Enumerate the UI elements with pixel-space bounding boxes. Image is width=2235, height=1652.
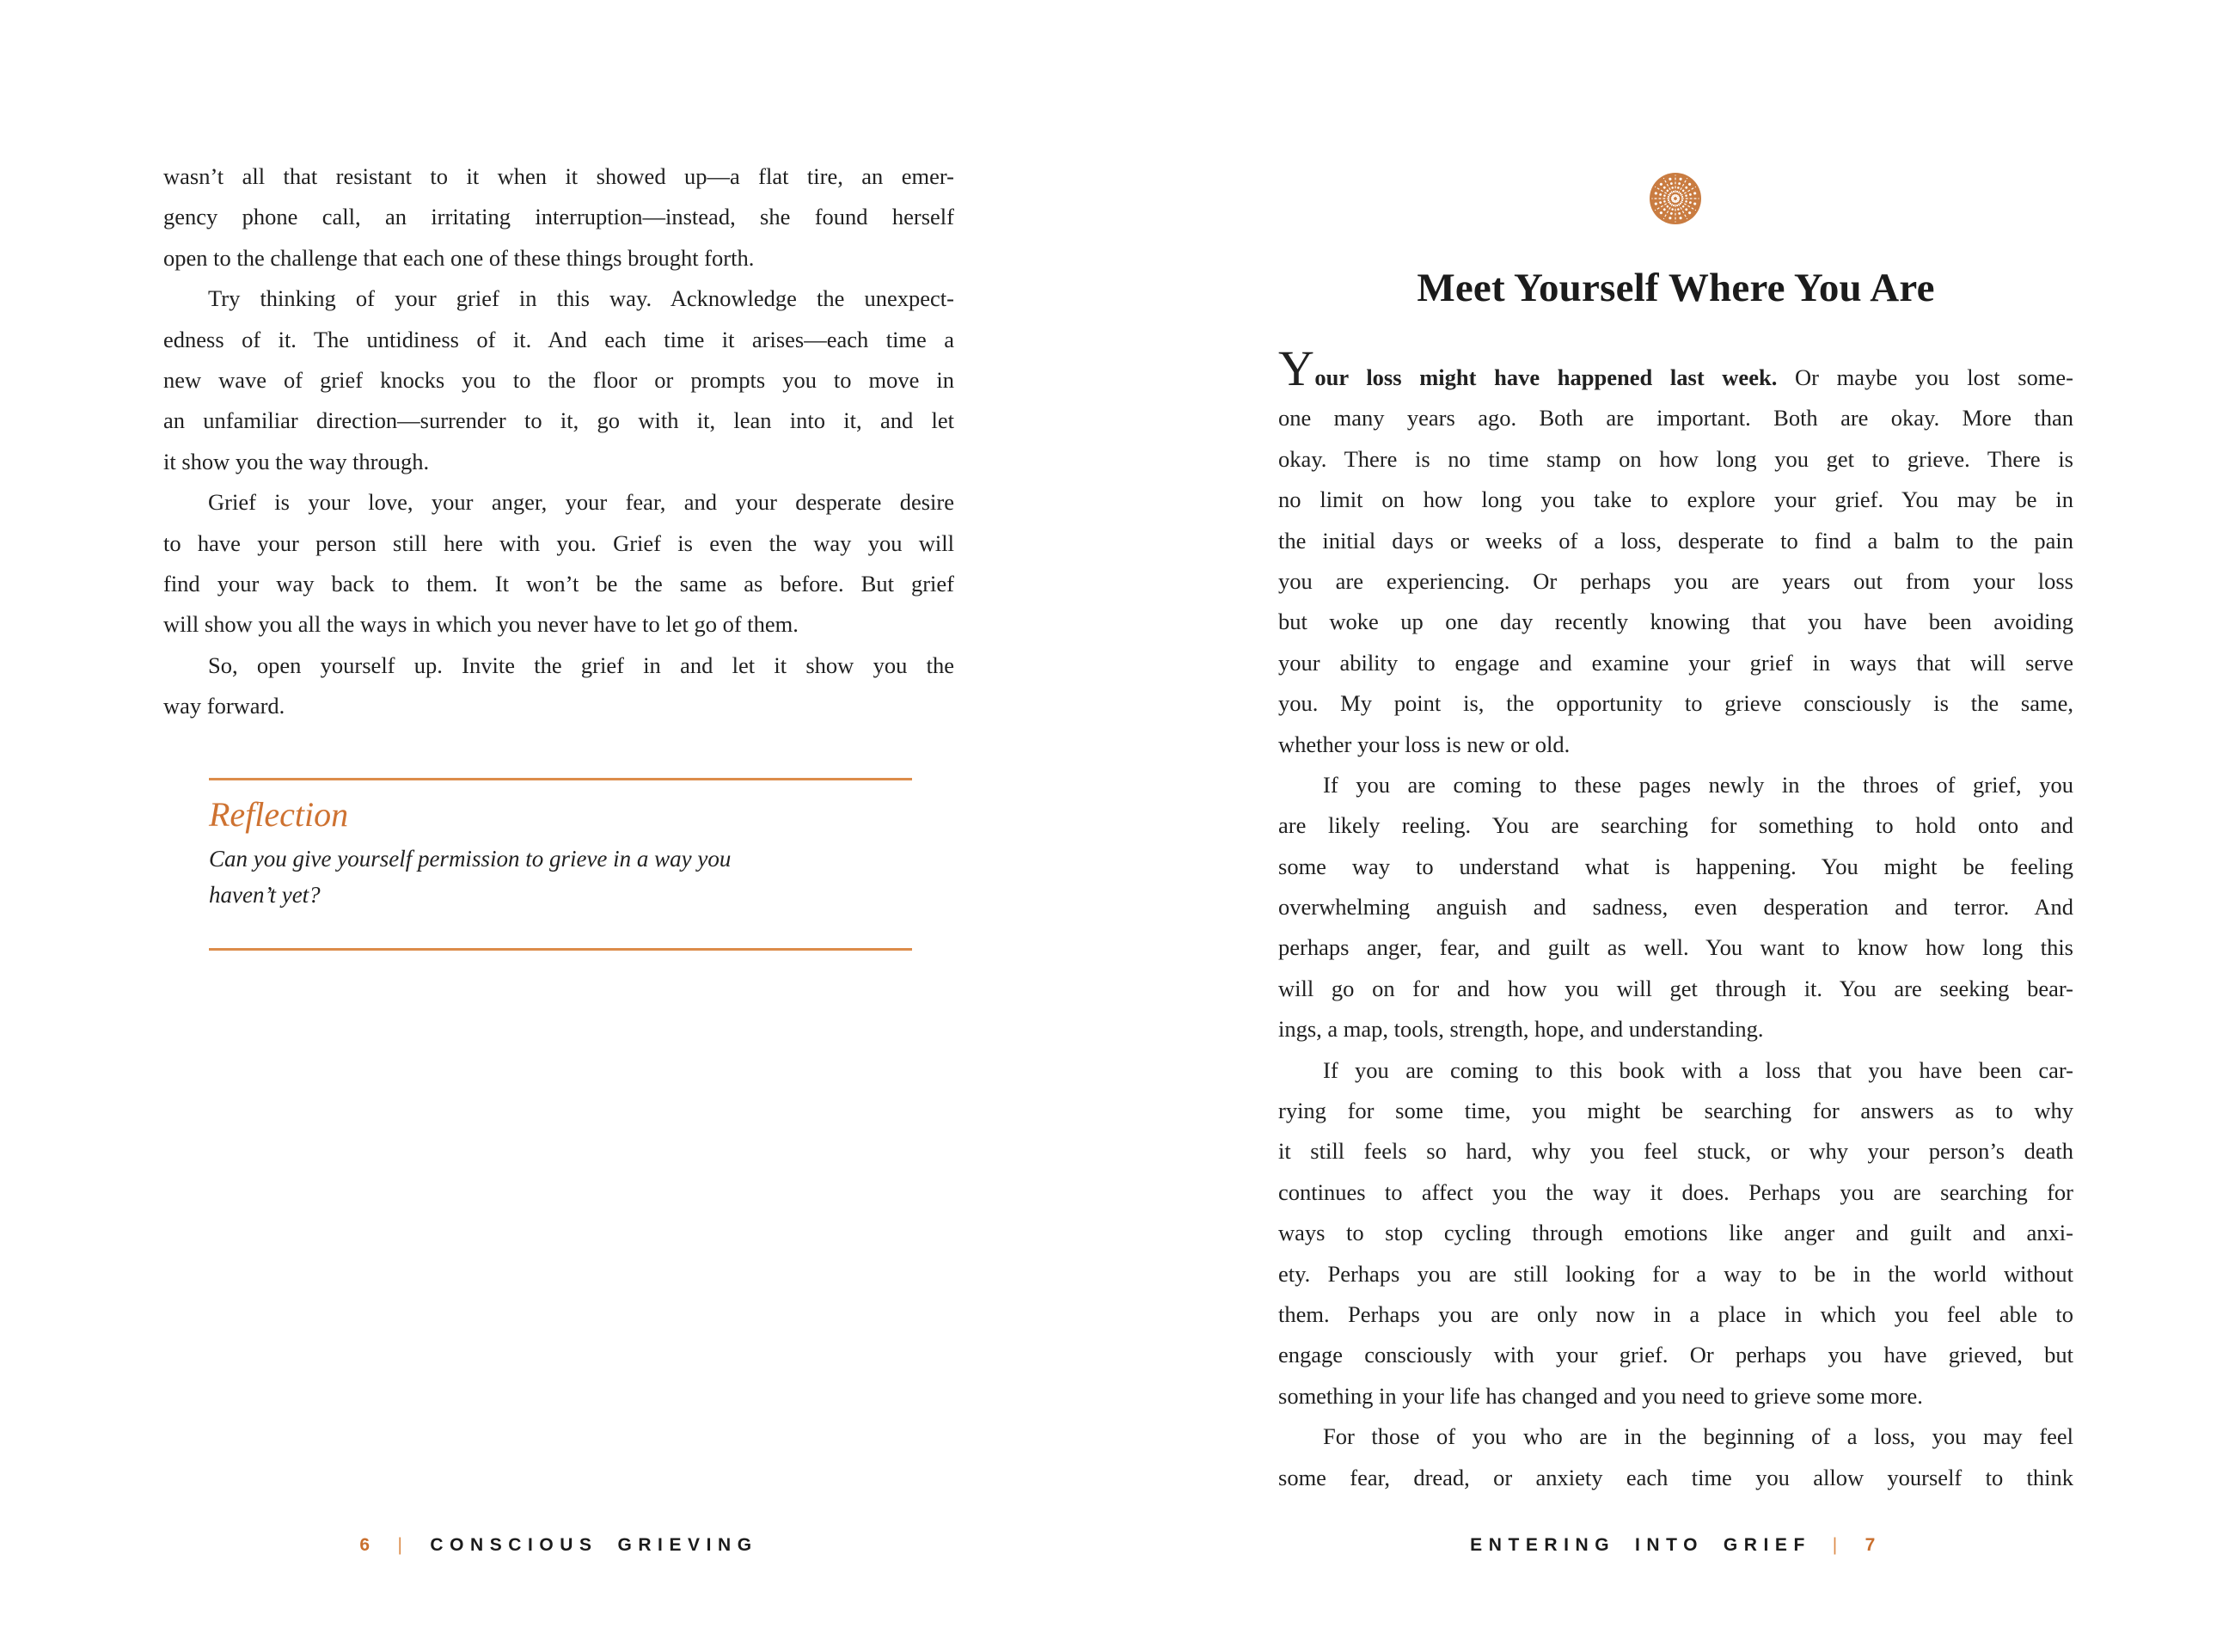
bold-lead-in: our loss might have happened last week. — [1314, 364, 1778, 390]
body-paragraph — [163, 646, 954, 727]
text-line: overwhelming anguish and sadness, even desperation and terror. And — [1278, 894, 2073, 921]
footer-separator: | — [397, 1535, 409, 1555]
text-line: way forward. — [163, 693, 285, 719]
right-page-body — [1278, 340, 2074, 1498]
text-line: will go on for and how you will get through it. You are seeking bear- — [1278, 975, 2073, 1001]
text-line: something in your life has changed and you need to grieve some more. — [1278, 1382, 1923, 1409]
body-paragraph — [1278, 340, 2074, 765]
text-line: some way to understand what is happening. You might be feeling — [1278, 853, 2073, 879]
text-line: you. My point is, the opportunity to grieve consciously is the same, — [1278, 690, 2073, 717]
text-line: okay. There is no time stamp on how long you get to grieve. There is — [1278, 445, 2073, 472]
text-line: continues to affect you the way it does. Perhaps you are searching for — [1278, 1178, 2073, 1205]
text-line: So, open yourself up. Invite the grief in and let it show you the — [208, 652, 954, 678]
reflection-question-line: haven’t yet? — [209, 882, 321, 908]
body-paragraph — [163, 482, 954, 646]
text-line: rying for some time, you might be searching for answers as to why — [1278, 1098, 2073, 1124]
text-line: some fear, dread, or anxiety each time you allow yourself to think — [1278, 1464, 2073, 1490]
text-line: Grief is your love, your anger, your fear, and your desperate desire — [208, 489, 954, 516]
text-line: perhaps anger, fear, and guilt as well. You want to know how long this — [1278, 934, 2073, 961]
text-line: Try thinking of your grief in this way. Acknowledge the unexpect- — [208, 285, 954, 312]
text-line: engage consciously with your grief. Or perhaps you have grieved, but — [1278, 1342, 2073, 1368]
lead-rest: Or maybe you lost some- — [1777, 364, 2074, 390]
text-line: them. Perhaps you are only now in a place in which you feel able to — [1278, 1300, 2073, 1327]
body-paragraph — [163, 278, 954, 482]
text-line: no limit on how long you take to explore your grief. You may be in — [1278, 486, 2073, 513]
right-page-footer — [1278, 1535, 2073, 1556]
text-line: find your way back to them. It won’t be the same as before. But grief — [163, 570, 954, 597]
text-line: If you are coming to this book with a loss that you have been car- — [1323, 1056, 2073, 1083]
left-page-footer — [163, 1535, 954, 1556]
text-line: If you are coming to these pages newly in the throes of grief, you — [1323, 771, 2073, 798]
body-paragraph — [1278, 1416, 2073, 1498]
text-line: to have your person still here with you. Grief is even the way you will — [163, 529, 954, 556]
text-line: wasn’t all that resistant to it when it showed up—a flat tire, an emer- — [163, 163, 954, 189]
text-line: new wave of grief knocks you to the floor or prompts you to move in — [163, 366, 954, 393]
text-line: ings, a map, tools, strength, hope, and understanding. — [1278, 1016, 1764, 1043]
text-line: open to the challenge that each one of these things brought forth. — [163, 244, 755, 271]
text-line: are likely reeling. You are searching for something to hold onto and — [1278, 812, 2073, 839]
text-line: it show you the way through. — [163, 448, 430, 474]
reflection-question — [209, 841, 912, 913]
text-line: gency phone call, an irritating interruption—instead, she found herself — [163, 204, 954, 230]
text-line: whether your loss is new or old. — [1278, 731, 1571, 757]
running-title: CONSCIOUS GRIEVING — [430, 1535, 758, 1555]
text-line: ety. Perhaps you are still looking for a way to be in the world without — [1278, 1260, 2073, 1287]
page-number: 7 — [1865, 1535, 1882, 1555]
text-line: it still feels so hard, why you feel stuck, or why your person’s death — [1278, 1138, 2073, 1165]
reflection-heading: Reflection — [209, 795, 349, 834]
footer-separator: | — [1832, 1535, 1844, 1555]
text-line: the initial days or weeks of a loss, desperate to find a balm to the pain — [1278, 527, 2073, 554]
text-line: For those of you who are in the beginning of a loss, you may feel — [1323, 1423, 2073, 1450]
text-line: will show you all the ways in which you never have to let go of them. — [163, 611, 799, 638]
reflection-question-line: Can you give yourself permission to grieve in a way you — [209, 846, 732, 872]
text-line: one many years ago. Both are important. Both are okay. More than — [1278, 405, 2073, 431]
body-paragraph — [1278, 765, 2073, 1050]
reflection-box — [209, 778, 912, 951]
drop-cap: Y — [1278, 340, 1315, 396]
text-line — [1278, 340, 2074, 398]
text-line: an unfamiliar direction—surrender to it, go with it, lean into it, and let — [163, 407, 954, 434]
text-line: ways to stop cycling through emotions like anger and guilt and anxi- — [1278, 1220, 2073, 1246]
text-line: your ability to engage and examine your grief in ways that will serve — [1278, 649, 2073, 676]
running-title: ENTERING INTO GRIEF — [1470, 1535, 1811, 1555]
text-line: edness of it. The untidiness of it. And each time it arises—each time a — [163, 326, 954, 352]
sunburst-ornament-icon — [1649, 172, 1702, 225]
page-number: 6 — [359, 1535, 377, 1555]
text-line: but woke up one day recently knowing that you have been avoiding — [1278, 609, 2073, 635]
body-paragraph — [1278, 1050, 2073, 1417]
text-line: you are experiencing. Or perhaps you are years out from your loss — [1278, 567, 2073, 594]
left-page-body — [163, 156, 954, 726]
chapter-title: Meet Yourself Where You Are — [1417, 266, 1935, 310]
body-paragraph — [163, 156, 954, 278]
